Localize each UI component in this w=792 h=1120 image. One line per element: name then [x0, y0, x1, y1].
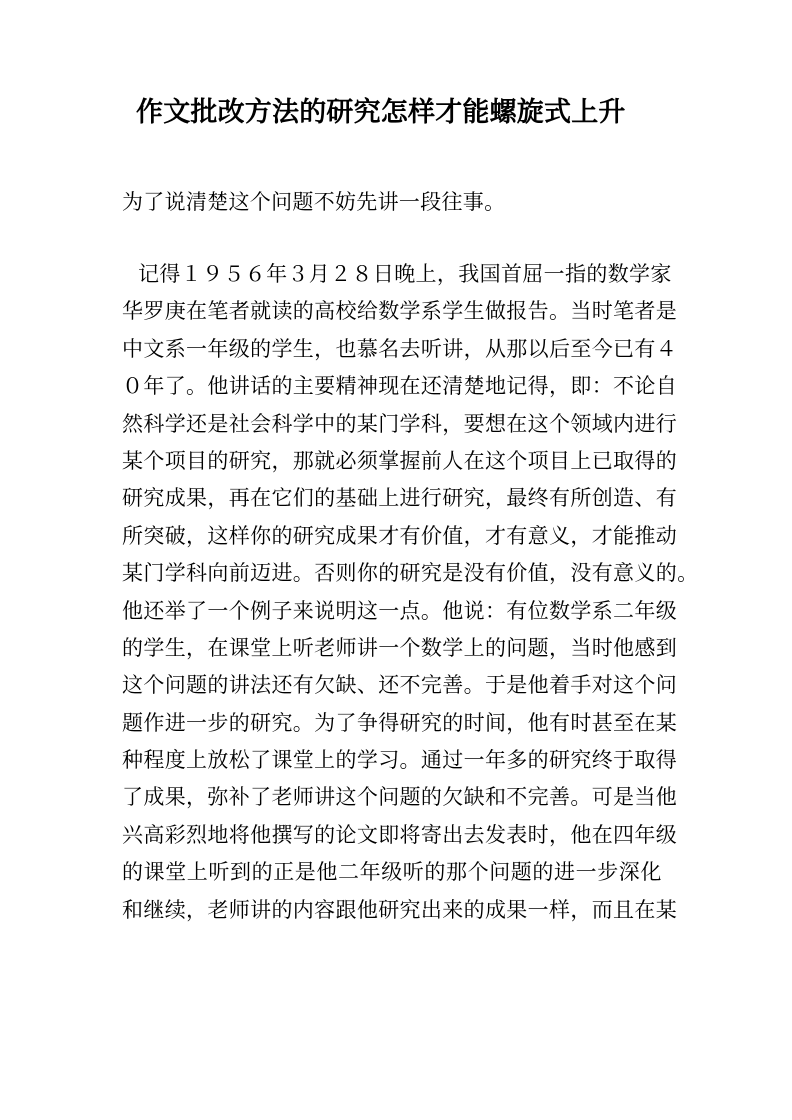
body-line: 中文系一年级的学生，也慕名去听讲，从那以后至今已有４	[122, 336, 678, 361]
body-line: 这个问题的讲法还有欠缺、还不完善。于是他着手对这个问	[122, 673, 678, 698]
body-line: 记得１９５６年３月２８日晚上，我国首屈一指的数学家	[138, 262, 672, 286]
body-line: 和继续，老师讲的内容跟他研究出来的成果一样，而且在某	[122, 897, 678, 922]
body-line: ０年了。他讲话的主要精神现在还清楚地记得，即：不论自	[122, 374, 678, 399]
body-line: 兴高彩烈地将他撰写的论文即将寄出去发表时，他在四年级	[122, 822, 678, 847]
body-line: 某门学科向前迈进。否则你的研究是没有价值，没有意义的。	[122, 561, 699, 586]
body-line: 然科学还是社会科学中的某门学科，要想在这个领域内进行	[122, 411, 678, 436]
document-content	[122, 0, 699, 929]
page-title: 作文批改方法的研究怎样才能螺旋式上升	[136, 97, 626, 128]
body-line: 种程度上放松了课堂上的学习。通过一年多的研究终于取得	[122, 748, 678, 773]
body-line: 他还举了一个例子来说明这一点。他说：有位数学系二年级	[122, 598, 678, 623]
body-line: 研究成果，再在它们的基础上进行研究，最终有所创造、有	[122, 486, 678, 511]
body-line: 某个项目的研究，那就必须掌握前人在这个项目上已取得的	[122, 448, 678, 473]
body-paragraph	[122, 217, 699, 929]
body-line: 题作进一步的研究。为了争得研究的时间，他有时甚至在某	[122, 710, 678, 735]
body-line: 的学生，在课堂上听老师讲一个数学上的问题，当时他感到	[122, 635, 678, 660]
body-line: 了成果，弥补了老师讲这个问题的欠缺和不完善。可是当他	[122, 785, 678, 810]
body-line: 的课堂上听到的正是他二年级听的那个问题的进一步深化	[122, 860, 662, 885]
intro-paragraph: 为了说清楚这个问题不妨先讲一段往事。	[122, 190, 506, 214]
body-line: 所突破，这样你的研究成果才有价值，才有意义，才能推动	[122, 523, 678, 548]
body-line: 华罗庚在笔者就读的高校给数学系学生做报告。当时笔者是	[122, 299, 678, 324]
